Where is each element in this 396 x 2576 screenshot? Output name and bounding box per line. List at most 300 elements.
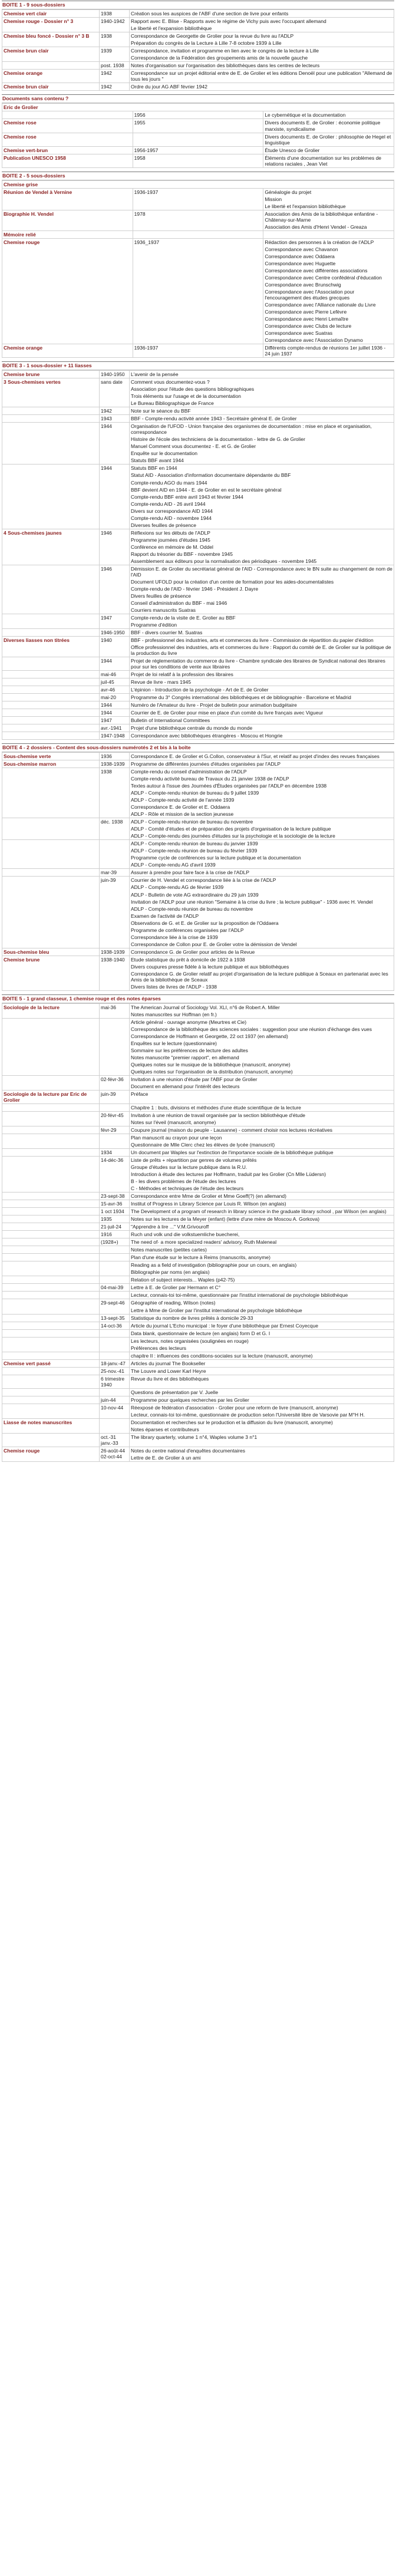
description-cell: [130, 670, 394, 678]
description-cell: [130, 948, 394, 956]
folder-label: [2, 877, 100, 948]
description-cell: [130, 1261, 394, 1276]
box-title: BOITE 2 - 5 sous-dossiers: [2, 172, 394, 180]
description-line: Trois éléments sur l'usage et de la documentation: [131, 393, 241, 400]
description-line: Notes manuscrite "premier rapport", en allemand: [131, 1054, 239, 1060]
description-line: ADLP - Compte-rendu réunion de bureau du 9 juillet 1939: [131, 790, 259, 796]
date-cell: 1946-1950: [100, 628, 130, 636]
description-line: Courrier de H. Vendel et correspondance liée à la crise de l'ADLP: [131, 877, 276, 884]
description-line: Le cybernétique et la documentation: [265, 112, 346, 118]
description-line: Compte-rendu BBF entre avril 1943 et février 1944: [131, 493, 243, 500]
table-row: [2, 1134, 394, 1149]
table-row: [2, 1215, 394, 1223]
folder-label: [2, 732, 100, 740]
table-row: [2, 678, 394, 686]
table-row: [2, 1367, 394, 1375]
table-row: [2, 1359, 394, 1367]
description-line: Correspondance de Hoffmann et Georgette, 22 oct 1937 (en allemand): [131, 1033, 288, 1039]
table-row: [2, 10, 394, 18]
description-line: Documentation et recherches sur le production et la diffusion du livre (manuscrit, anonyme): [131, 1419, 333, 1425]
date-cell: [100, 1276, 130, 1284]
description-cell: [130, 378, 394, 407]
box-title: BOITE 1 - 9 sous-dossiers: [2, 1, 394, 9]
table-row: [2, 818, 394, 840]
date-cell: [100, 1254, 130, 1261]
folder-label: [2, 717, 100, 724]
date-cell: sans date: [100, 378, 130, 407]
description-cell: [130, 1018, 394, 1075]
folder-label: [2, 657, 100, 670]
date-cell: 1944: [100, 701, 130, 709]
description-line: ADLP - Compte-rendu réunion de bureau du janvier 1939: [131, 841, 258, 847]
date-cell: 1947-1948: [100, 732, 130, 740]
table-row: [2, 1396, 394, 1404]
description-line: Généalogie du projet: [265, 189, 312, 195]
description-cell: [130, 1126, 394, 1134]
description-line: B - les divers problèmes de l'étude des lectures: [131, 1178, 236, 1185]
description-line: C - Méthodes et techniques de l'étude des lecteurs: [131, 1185, 244, 1192]
description-line: ADLP - Bulletin de vote AG extraordinaire du 29 juin 1939: [131, 891, 259, 898]
table-row: [2, 529, 394, 565]
description-line: Statistique du nombre de livres prêtés à domicile 29-33: [131, 1315, 253, 1321]
folder-label: [2, 415, 100, 423]
description-cell: [130, 1215, 394, 1223]
description-cell: [130, 1388, 394, 1396]
table-row: [2, 1193, 394, 1200]
table-row: [2, 1091, 394, 1104]
description-line: ADLP - Rôle et mission de la section jeunesse: [131, 811, 234, 818]
table-row: [2, 32, 394, 47]
description-line: Programme cycle de conférences sur la lecture publique et la documentation: [131, 855, 301, 861]
description-line: Préface: [131, 1091, 148, 1098]
description-line: Préparation du congrès de la Lecture à Lille 7-8 octobre 1939 à Lille: [131, 40, 282, 47]
date-cell: [133, 230, 263, 238]
table-row: [2, 1337, 394, 1352]
description-cell: [263, 146, 394, 154]
description-cell: [130, 62, 394, 70]
folder-label: Sociologie de la lecture par Eric de Grolier: [2, 1091, 100, 1104]
date-cell: [100, 1261, 130, 1276]
description-cell: [130, 32, 394, 47]
table-row: [2, 760, 394, 768]
description-cell: [130, 10, 394, 18]
folder-label: [2, 1238, 100, 1246]
description-cell: [263, 230, 394, 238]
description-cell: [130, 1299, 394, 1314]
date-cell: 23-sept-38: [100, 1193, 130, 1200]
folder-label: [2, 1292, 100, 1299]
description-line: L'épinion - Introduction de la psychologie - Art de E. de Grolier: [131, 686, 269, 693]
table-row: [2, 18, 394, 32]
folder-label: [2, 62, 100, 70]
date-cell: 02-févr-36: [100, 1076, 130, 1091]
description-cell: [130, 709, 394, 717]
description-cell: [130, 415, 394, 423]
date-cell: 1942: [100, 70, 130, 83]
description-line: BBF devient AID en 1944 - E. de Grolier en est le secrétaire général: [131, 486, 282, 493]
folder-label: Chemise rouge - Dossier n° 3: [2, 18, 100, 32]
description-line: Relation of subject interests... Waples (p42-75): [131, 1277, 235, 1283]
description-line: Diverses feuilles de présence: [131, 522, 197, 528]
description-cell: [130, 678, 394, 686]
table-row: [2, 1388, 394, 1396]
description-line: Document UFOLD pour la création d'un centre de formation pour les aides-documentalistes: [131, 578, 334, 585]
folder-label: [2, 869, 100, 877]
description-line: Courriers manuscrits Suatras: [131, 607, 196, 613]
description-line: Rédaction des personnes à la création de l'ADLP: [265, 239, 374, 245]
folder-label: Chemise brune: [2, 371, 100, 378]
folder-label: Sous-chemise verte: [2, 753, 100, 760]
description-line: The Development of a program of research in library science in the graduate library school , par Wilson (en anglais): [131, 1208, 387, 1215]
description-cell: [130, 83, 394, 91]
table-row: [2, 1292, 394, 1299]
description-line: Compte-rendu activité bureau de Travaux du 21 janvier 1938 de l'ADLP: [131, 776, 289, 782]
table-row: [2, 1208, 394, 1215]
description-line: Correspondance avec Clubs de lecture: [265, 323, 352, 330]
folder-label: [2, 1261, 100, 1276]
date-cell: 1943: [100, 415, 130, 423]
folder-label: 3 Sous-chemises vertes: [2, 378, 100, 407]
folder-label: Réunion de Vendel à Vernine: [2, 188, 133, 210]
table-row: [2, 565, 394, 614]
description-line: Association des Amis d'Henri Vendel - Greaza: [265, 223, 367, 230]
description-line: Organisation de l'UFOD - Union française des organismes de documentation : mise en place et organisation, correspondance: [131, 423, 372, 436]
folder-label: [2, 1433, 100, 1447]
date-cell: 21-juil-24: [100, 1223, 130, 1231]
folder-label: Chemise vert clair: [2, 10, 100, 18]
description-line: Sommaire sur les préférences de lecture des adultes: [131, 1047, 248, 1053]
description-line: Correspondance avec l'Association Dynamo: [265, 337, 363, 344]
description-line: chapitre II : influences des conditions-sociales sur la lecture (manuscrit, anonyme): [131, 1352, 313, 1359]
description-cell: [130, 1149, 394, 1157]
folder-label: [2, 693, 100, 701]
table-row: [2, 709, 394, 717]
date-cell: [100, 1246, 130, 1254]
box-section: [2, 172, 394, 358]
date-cell: 1936-1937: [133, 344, 263, 358]
folder-label: Chemise rose: [2, 119, 133, 133]
folder-label: [2, 1246, 100, 1254]
folder-label: Chemise vert passé: [2, 1359, 100, 1367]
description-line: Divers coupures presse fidèle à la lecture publique et aux bibliothèques: [131, 963, 289, 970]
description-line: Divers documents E. de Grolier : philosophie de Hegel et linguistique: [265, 133, 391, 146]
description-line: Les lecteurs, notes organisées (soulignées en rouge): [131, 1338, 249, 1344]
table-row: [2, 717, 394, 724]
date-cell: 1935: [100, 1215, 130, 1223]
table-row: [2, 154, 394, 167]
table-row: [2, 1329, 394, 1337]
description-line: Correspondance avec l'Alliance nationale du Livre: [265, 302, 376, 308]
date-cell: avr.-1941: [100, 724, 130, 732]
inventory-table: [2, 180, 394, 358]
description-cell: [130, 423, 394, 465]
table-row: [2, 636, 394, 657]
description-cell: [130, 1200, 394, 1208]
date-cell: [100, 1104, 130, 1112]
date-cell: [100, 1018, 130, 1075]
date-cell: 1944: [100, 465, 130, 529]
date-cell: 25-nov.-41: [100, 1367, 130, 1375]
inventory-table: [2, 103, 394, 167]
description-line: The American Journal of Sociology Vol. XLI, n°6 de Robert A. Miller: [131, 1004, 280, 1010]
table-row: [2, 1157, 394, 1193]
description-cell: [130, 1112, 394, 1126]
folder-label: Sous-chemise bleu: [2, 948, 100, 956]
table-row: [2, 614, 394, 628]
date-cell: 1939: [100, 47, 130, 62]
date-cell: 1946: [100, 529, 130, 565]
date-cell: 1938: [100, 32, 130, 47]
description-cell: [130, 1447, 394, 1461]
description-cell: [130, 371, 394, 378]
description-cell: [130, 657, 394, 670]
date-cell: 20-févr-45: [100, 1112, 130, 1126]
table-row: [2, 1314, 394, 1322]
description-line: Correspondance de Georgette de Grolier pour la revue du livre au l'ADLP: [131, 33, 294, 39]
description-cell: [263, 154, 394, 167]
description-cell: [130, 877, 394, 948]
folder-label: [2, 1337, 100, 1352]
description-line: Le Bureau Bibliographique de France: [131, 400, 214, 407]
description-cell: [130, 1329, 394, 1337]
description-line: Correspondance avec Pierre Lefèvre: [265, 309, 347, 315]
description-line: Ordre du jour AG ABF février 1942: [131, 84, 207, 90]
description-line: Rapport avec E. Blise - Rapports avec le régime de Vichy puis avec l'occupant allemand: [131, 18, 326, 25]
description-cell: [130, 565, 394, 614]
description-cell: [130, 1246, 394, 1254]
box-title: BOITE 3 - 1 sous-dossier + 11 liasses: [2, 362, 394, 370]
description-cell: [130, 768, 394, 818]
date-cell: [100, 1352, 130, 1359]
table-row: [2, 701, 394, 709]
description-line: Articles du journal The Bookseller: [131, 1360, 206, 1366]
description-cell: [130, 869, 394, 877]
description-line: ADLP - Compte-rendu réunion de bureau du novembre: [131, 819, 253, 825]
folder-label: 4 Sous-chemises jaunes: [2, 529, 100, 565]
folder-label: [2, 768, 100, 818]
table-row: [2, 956, 394, 990]
folder-label: [2, 724, 100, 732]
date-cell: 1936-1937: [133, 188, 263, 210]
table-row: [2, 693, 394, 701]
folder-label: [2, 1367, 100, 1375]
description-line: ADLP - Compte-rendu AG d'avril 1939: [131, 862, 216, 868]
description-cell: [130, 717, 394, 724]
date-cell: 1942: [100, 83, 130, 91]
description-cell: [263, 133, 394, 146]
description-line: Invitation à une réunion d'étude par l'ABF pour de Grolier: [131, 1076, 258, 1083]
folder-label: [2, 670, 100, 678]
folder-label: [2, 1404, 100, 1418]
folder-label: [2, 1314, 100, 1322]
description-line: Compte-rendu de la visite de E. Grolier au BBF: [131, 614, 236, 621]
description-cell: [130, 18, 394, 32]
description-cell: [263, 238, 394, 344]
table-row: [2, 1246, 394, 1254]
description-cell: [130, 1208, 394, 1215]
date-cell: 1978: [133, 210, 263, 230]
table-row: [2, 1352, 394, 1359]
table-row: [2, 371, 394, 378]
description-cell: [130, 956, 394, 990]
date-cell: post. 1938: [100, 62, 130, 70]
description-cell: [130, 1091, 394, 1104]
description-line: Projet de réglementation du commerce du livre - Chambre syndicale des libraires de Syndicat national des libraires pour sur les conditions de vente aux libraires: [131, 657, 385, 670]
folder-label: Sous-chemise marron: [2, 760, 100, 768]
description-cell: [130, 753, 394, 760]
description-cell: [130, 70, 394, 83]
date-cell: juin-39: [100, 1091, 130, 1104]
description-line: Programme d'édition: [131, 621, 177, 628]
description-cell: [130, 840, 394, 869]
description-cell: [130, 1359, 394, 1367]
description-cell: [130, 1292, 394, 1299]
folder-label: Chemise orange: [2, 344, 133, 358]
description-line: ADLP - Compte-rendu activité de l'année 1939: [131, 797, 235, 803]
folder-label: [2, 1157, 100, 1193]
description-line: Revue du livre et des bibliothèques: [131, 1375, 209, 1382]
description-line: Conférence en mémoire de M. Oddel: [131, 543, 213, 550]
description-line: Compte-rendu AID - novembre 1944: [131, 515, 212, 521]
description-cell: [130, 732, 394, 740]
date-cell: 1940-1950: [100, 371, 130, 378]
date-cell: 1936_1937: [133, 238, 263, 344]
description-line: Correspondance G. de Grolier relatif au projet d'organisation de la lecture publique à Sceaux en partenariat avec les Amis de la bibliothèque de Sceaux: [131, 970, 388, 983]
description-cell: [130, 407, 394, 415]
folder-label: [2, 686, 100, 693]
description-line: Liste de prêts + répartition par genres de volumes prêtés: [131, 1157, 257, 1164]
folder-label: [2, 1104, 100, 1112]
description-line: Examen de l'activité de l'ADLP: [131, 913, 199, 919]
table-row: [2, 1433, 394, 1447]
description-line: Différents compte-rendus de réunions 1er juillet 1936 - 24 juin 1937: [265, 345, 386, 357]
date-cell: 1936: [100, 753, 130, 760]
folder-label: [2, 565, 100, 614]
description-line: Lettre à E. de Grolier par Hermann et C°: [131, 1284, 221, 1291]
description-cell: [130, 1404, 394, 1418]
folder-label: [2, 111, 133, 119]
date-cell: 1916: [100, 1231, 130, 1238]
table-row: [2, 146, 394, 154]
date-cell: 04-mai-39: [100, 1284, 130, 1292]
description-line: Mission: [265, 196, 282, 202]
description-line: Chapitre 1 : buts, divisions et méthodes d'une étude scientifique de la lecture: [131, 1105, 301, 1111]
description-line: Création sous les auspices de l'ABF d'une section de livre pour enfants: [131, 11, 289, 17]
folder-label: [2, 1231, 100, 1238]
table-row: [2, 111, 394, 119]
date-cell: juil-45: [100, 678, 130, 686]
folder-label: Biographie H. Vendel: [2, 210, 133, 230]
description-line: Document en allemand pour l'intérêt des lecteurs: [131, 1083, 240, 1090]
date-cell: 1947: [100, 614, 130, 628]
date-cell: 1944: [100, 709, 130, 717]
description-cell: [130, 1223, 394, 1231]
table-row: [2, 62, 394, 70]
table-row: [2, 724, 394, 732]
description-line: Réflexions sur les débuts de l'ADLP: [131, 529, 210, 536]
date-cell: [100, 1292, 130, 1299]
date-cell: 1 oct 1934: [100, 1208, 130, 1215]
subtitle-row: [2, 180, 394, 188]
description-cell: [263, 119, 394, 133]
description-line: Article du journal L'Echo municipal : le foyer d'une bibliothèque par Ernest Coyecque: [131, 1322, 318, 1329]
description-cell: [130, 628, 394, 636]
box-title: BOITE 5 - 1 grand classeur, 1 chemise rouge et des notes éparses: [2, 995, 394, 1003]
table-row: [2, 948, 394, 956]
table-row: [2, 230, 394, 238]
date-cell: 1938-1939: [100, 948, 130, 956]
table-row: [2, 407, 394, 415]
table-row: [2, 1231, 394, 1238]
folder-label: [2, 1299, 100, 1314]
date-cell: [100, 1329, 130, 1337]
description-line: Rapport du trésorier du BBF - novembre 1945: [131, 551, 233, 557]
description-line: Projet d'une bibliothèque centrale du monde du monde: [131, 725, 253, 732]
folder-label: [2, 1396, 100, 1404]
description-line: Enquête sur le documentation: [131, 450, 197, 457]
description-line: Institut of Progress in Library Science par Louis R. Wilson (en anglais): [131, 1201, 286, 1207]
folder-label: [2, 709, 100, 717]
date-cell: [100, 1418, 130, 1433]
description-line: Association pour l'étude des questions bibliographiques: [131, 386, 255, 393]
description-line: Quelques notes sur le musique de la bibliothèque (manuscrit, anonyme): [131, 1061, 291, 1068]
description-cell: [130, 1134, 394, 1149]
description-line: Correspondance de la bibliothèque des sciences sociales : suggestion pour une réunion d'échange des vues: [131, 1026, 372, 1032]
description-cell: [130, 465, 394, 529]
description-cell: [130, 693, 394, 701]
description-cell: [130, 1284, 394, 1292]
description-line: The need of· a more specialized readers' advisory, Ruth Maleneal: [131, 1239, 277, 1246]
description-line: Statuts BBF avant 1944: [131, 457, 184, 464]
date-cell: mai-46: [100, 670, 130, 678]
description-line: Correspondance avec Suatras: [265, 330, 333, 337]
folder-label: Publication UNESCO 1958: [2, 154, 133, 167]
date-cell: 1946: [100, 565, 130, 614]
description-line: Observations de G. et E. de Grolier sur la proposition de l'Oddaera: [131, 920, 279, 926]
description-line: Lecteur, connais-toi toi-même, questionnaire de production selon l'Université libre de Varsovie par M°H H.: [131, 1411, 365, 1418]
folder-label: [2, 1352, 100, 1359]
description-line: Assurer à prendre pour faire face à la crise de l'ADLP: [131, 869, 249, 876]
description-line: Invitation de l'ADLP pour une réunion "Semaine à la crise du livre ; la lecture publique" - 1936 avec H. Vendel: [131, 898, 373, 905]
table-row: [2, 415, 394, 423]
description-line: Programme de différentes journées d'études organisées par l'ADLP: [131, 761, 280, 767]
description-line: ADLP - Compte-rendu AG de février 1939: [131, 884, 224, 891]
description-line: Introduction à étude des lectures par Hoffmann, traduit par les Grolier (Cn Mlle Lüdersn): [131, 1171, 326, 1178]
date-cell: mai-20: [100, 693, 130, 701]
folder-label: [2, 818, 100, 840]
table-row: [2, 732, 394, 740]
description-line: Le liberté et l'expansion bibliothèque: [265, 203, 346, 209]
description-line: ADLP - Compte-rendu des journées d'études sur la psychologie et la sociologie de la lecture: [131, 833, 335, 839]
description-line: Assemblement aux éditeurs pour la normalisation des périodiques - novembre 1945: [131, 558, 317, 564]
table-row: [2, 133, 394, 146]
table-row: [2, 1375, 394, 1388]
folder-label: Diverses liasses non titrées: [2, 636, 100, 657]
date-cell: mai-36: [100, 1003, 130, 1018]
table-row: [2, 47, 394, 62]
description-line: Plan manuscrit au crayon pour une leçon: [131, 1135, 222, 1141]
date-cell: juin-39: [100, 877, 130, 948]
table-row: [2, 1254, 394, 1261]
description-line: Correspondance sur un projet éditorial entre de E. de Grolier et les éditions Denoël pour une publication "Allemand de tous les jours ": [131, 70, 392, 83]
description-line: Notes sur l'éveil (manuscrit, anonyme): [131, 1119, 216, 1126]
folder-label: Chemise rouge: [2, 1447, 100, 1461]
description-cell: [130, 686, 394, 693]
date-cell: 26-août-44 02-oct-44: [100, 1447, 130, 1461]
description-line: Groupe d'études sur la lecture publique dans la R.U.: [131, 1164, 248, 1171]
table-row: [2, 877, 394, 948]
description-cell: [130, 1157, 394, 1193]
